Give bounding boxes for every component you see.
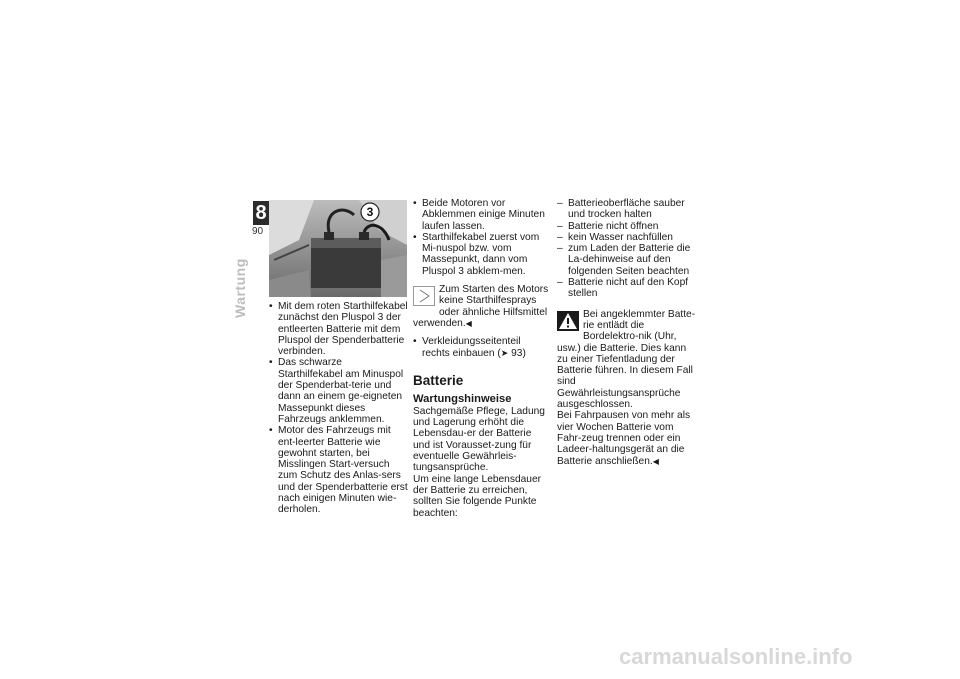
- page-reference: 93): [511, 347, 526, 359]
- subsection-heading: Wartungshinweise: [413, 392, 512, 405]
- section-heading: Batterie: [413, 372, 464, 388]
- end-mark: ◀: [465, 318, 472, 328]
- note-text: Zum Starten des Motors keine Starthilfesprays oder ähnliche Hilfsmittel verwenden.: [413, 284, 549, 329]
- list-item: – Batterie nicht auf den Kopf stellen: [557, 277, 697, 300]
- chapter-title: Wartung: [232, 258, 248, 318]
- list-item-text: Verkleidungsseitenteil rechts einbauen (: [422, 336, 521, 359]
- list-item: • Motor des Fahrzeugs mit ent-leerter Batterie wie gewohnt starten, bei Misslingen Start-versuch zum Schutz des Anlas-sers und der Spenderbatterie erst nach einigen Minuten wie-derholen.: [269, 425, 409, 515]
- battery-photo: [269, 200, 407, 297]
- paragraph: Um eine lange Lebensdauer der Batterie zu erreichen, sollten Sie folgende Punkte beachten:: [413, 473, 542, 519]
- warning-note: [557, 309, 697, 467]
- list-item: – zum Laden der Batterie die La-dehinweise auf den folgenden Seiten beachten: [557, 243, 697, 277]
- page-number: 90: [252, 226, 264, 237]
- warning-text: Bei angeklemmter Batte-rie entlädt die Bordelektro-nik (Uhr, usw.) die Batterie. Dies kann zu einer Tiefentladung der Batterie führen. In diesem Fall sind Gewährleistungsansprüche ausgeschlossen.: [557, 308, 696, 411]
- list-item: [413, 336, 551, 359]
- watermark: carmanualsonline.info: [619, 644, 853, 669]
- chapter-number: 8: [253, 201, 269, 225]
- note-triangle-icon: [413, 286, 435, 306]
- column-3: [557, 198, 697, 467]
- list-item: – Batterieoberfläche sauber und trocken halten: [557, 198, 697, 221]
- page-reference-arrow-icon: ➤: [500, 347, 509, 358]
- info-note: [413, 284, 551, 329]
- list-item: – Batterie nicht öffnen: [557, 221, 697, 232]
- list-item: • Starthilfekabel zuerst vom Mi-nuspol bzw. vom Massepunkt, dann vom Pluspol 3 abklem-men.: [413, 232, 551, 277]
- paragraph: Sachgemäße Pflege, Ladung und Lagerung erhöht die Lebensdau-er der Batterie und ist Vorausset-zung für eventuelle Gewährleis-tungsansprüche.: [413, 405, 545, 474]
- list-item: • Das schwarze Starthilfekabel am Minuspol der Spenderbat-terie und dann an einem ge-eigneten Massepunkt dieses Fahrzeugs anklemmen.: [269, 357, 409, 425]
- photo-callout: 3: [366, 205, 374, 219]
- warning-text: Bei Fahrpausen von mehr als vier Wochen Batterie vom Fahr-zeug trennen oder ein Ladeer-haltungsgerät an die Batterie anschließen.◀: [557, 410, 691, 467]
- list-item: – kein Wasser nachfüllen: [557, 232, 697, 243]
- list-item: • Mit dem roten Starthilfekabel zunächst den Pluspol 3 der entleerten Batterie mit dem Pluspol der Spenderbatterie verbinden.: [269, 301, 409, 357]
- column-1: [269, 301, 409, 516]
- warning-icon: [557, 311, 579, 331]
- end-mark: ◀: [652, 456, 659, 466]
- column-2: [413, 198, 551, 519]
- list-item: • Beide Motoren vor Abklemmen einige Minuten laufen lassen.: [413, 198, 551, 232]
